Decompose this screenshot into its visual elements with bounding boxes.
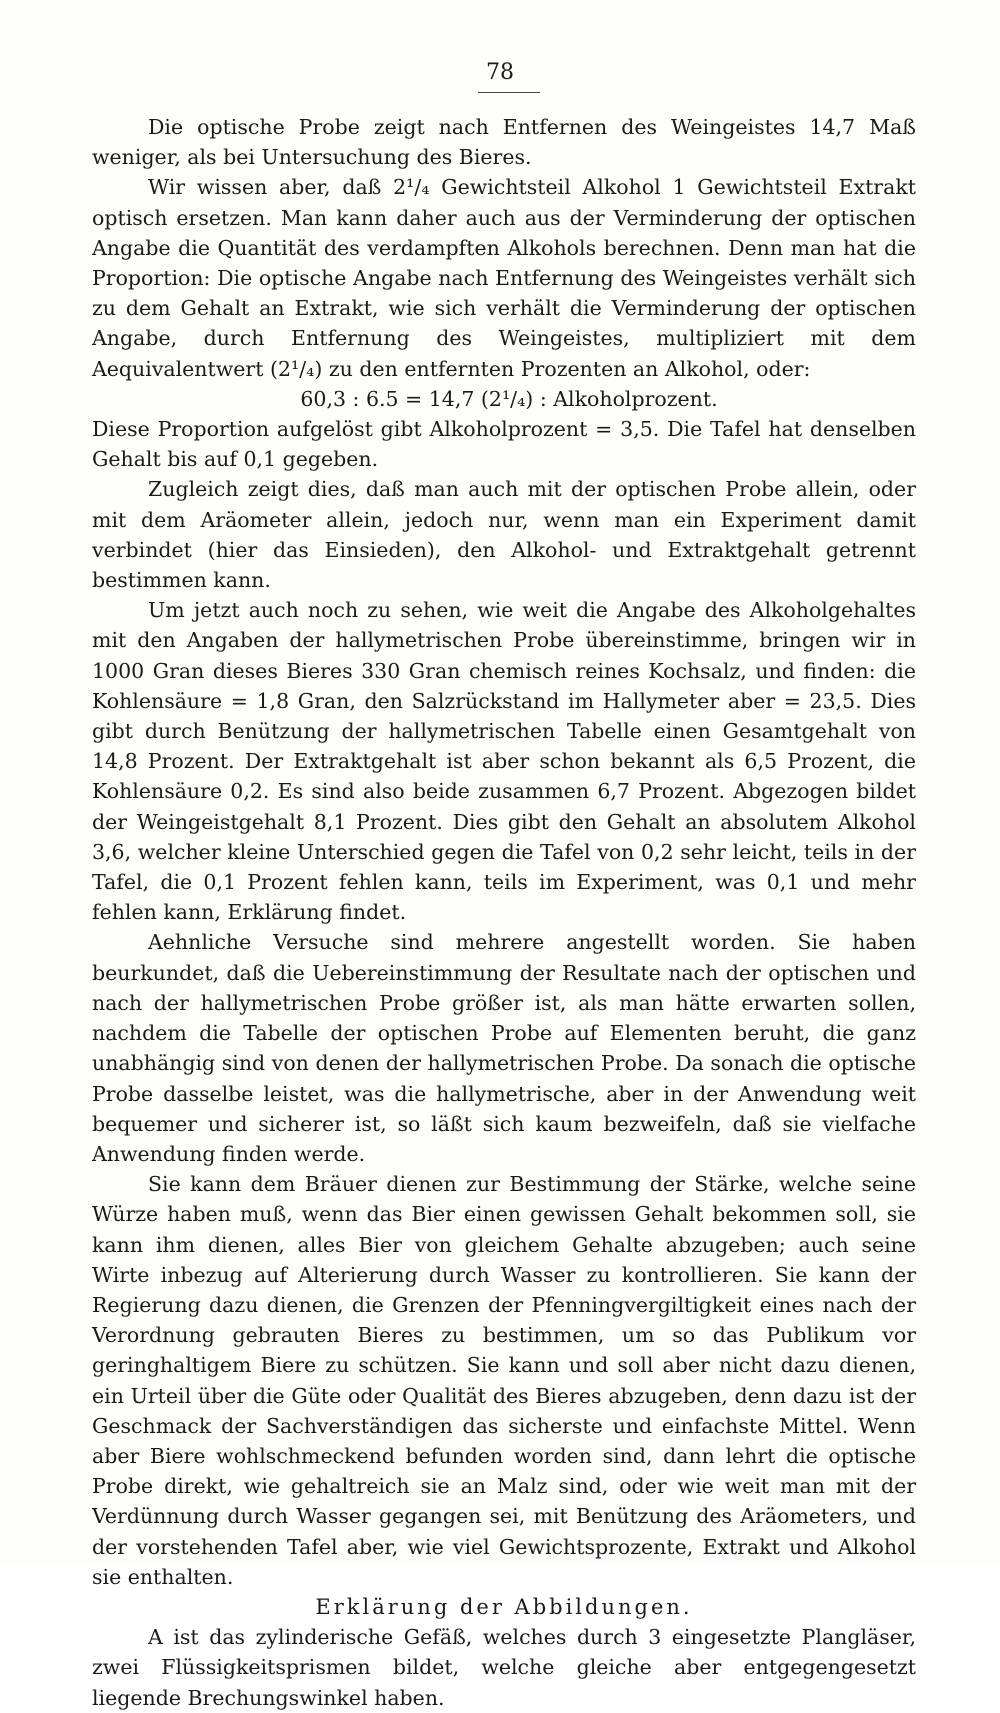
paragraph: Diese Proportion aufgelöst gibt Alkoholprozent = 3,5. Die Tafel hat denselben Gehalt bis auf 0,1 gegeben. — [92, 417, 916, 472]
page-number: 78 — [486, 60, 514, 85]
formula: 60,3 : 6.5 = 14,7 (2¹/₄) : Alkoholprozent. — [300, 386, 718, 411]
paragraph: Aehnliche Versuche sind mehrere angestellt worden. Sie haben beurkundet, daß die Uebereinstimmung der Resultate nach der optischen und nach der hallymetrischen Probe größer ist, als man hätte erwarten sollen, nachdem die Tabelle der optischen Probe auf Elementen beruht, die ganz unabhängig sind von denen der hallymetrischen Probe. Da sonach die optische Probe dasselbe leistet, was die hallymetrische, aber in der Anwendung weit bequemer und sicherer ist, so läßt sich kaum bezweifeln, daß sie vielfache Anwendung finden werde. — [92, 930, 916, 1166]
paragraph: A ist das zylinderische Gefäß, welches durch 3 eingesetzte Plangläser, zwei Flüssigkeitsprismen bildet, welche gleiche aber entgegengesetzt liegende Brechungswinkel haben. — [92, 1625, 916, 1710]
paragraph: Die optische Probe zeigt nach Entfernen des Weingeistes 14,7 Maß weniger, als bei Untersuchung des Bieres. — [92, 115, 916, 170]
paragraph: Um jetzt auch noch zu sehen, wie weit die Angabe des Alkoholgehaltes mit den Angaben der hallymetrischen Probe übereinstimme, bringen wir in 1000 Gran dieses Bieres 330 Gran chemisch reines Kochsalz, und finden: die Kohlensäure = 1,8 Gran, den Salzrückstand im Hallymeter aber = 23,5. Dies gibt durch Benützung der hallymetrischen Tabelle einen Gesamtgehalt von 14,8 Prozent. Der Extraktgehalt ist aber schon bekannt als 6,5 Prozent, die Kohlensäure 0,2. Es sind also beide zusammen 6,7 Prozent. Abgezogen bildet der Weingeistgehalt 8,1 Prozent. Dies gibt den Gehalt an absolutem Alkohol 3,6, welcher kleine Unterschied gegen die Tafel von 0,2 sehr leicht, teils in der Tafel, die 0,1 Prozent fehlen kann, teils im Experiment, was 0,1 und mehr fehlen kann, Erklärung findet. — [92, 598, 916, 925]
section-heading: Erklärung der Abbildungen. — [315, 1594, 693, 1619]
body-text — [92, 112, 916, 1713]
paragraph: Wir wissen aber, daß 2¹/₄ Gewichtsteil Alkohol 1 Gewichtsteil Extrakt optisch ersetzen. Man kann daher auch aus der Verminderung der optischen Angabe die Quantität des verdampften Alkohols berechnen. Denn man hat die Proportion: Die optische Angabe nach Entfernung des Weingeistes verhält sich zu dem Gehalt an Extrakt, wie sich verhält die Verminderung der optischen Angabe, durch Entfernung des Weingeistes, multipliziert mit dem Aequivalentwert (2¹/₄) zu den entfernten Prozenten an Alkohol, oder: — [92, 175, 916, 381]
paragraph: Sie kann dem Bräuer dienen zur Bestimmung der Stärke, welche seine Würze haben muß, wenn das Bier einen gewissen Gehalt bekommen soll, sie kann ihm dienen, alles Bier von gleichem Gehalte abzugeben; auch seine Wirte inbezug auf Alterierung durch Wasser zu kontrollieren. Sie kann der Regierung dazu dienen, die Grenzen der Pfenningvergiltigkeit eines nach der Verordnung gebrauten Bieres zu bestimmen, um so das Publikum vor geringhaltigem Biere zu schützen. Sie kann und soll aber nicht dazu dienen, ein Urteil über die Güte oder Qualität des Bieres abzugeben, denn dazu ist der Geschmack der Sachverständigen das sicherste und einfachste Mittel. Wenn aber Biere wohlschmeckend befunden worden sind, dann lehrt die optische Probe direkt, wie gehaltreich sie an Malz sind, oder wie weit man mit der Verdünnung durch Wasser gegangen sei, mit Benützung des Aräometers, und der vorstehenden Tafel aber, wie viel Gewichtsprozente, Extrakt und Alkohol sie enthalten. — [92, 1172, 916, 1589]
paragraph: Zugleich zeigt dies, daß man auch mit der optischen Probe allein, oder mit dem Aräometer allein, jedoch nur, wenn man ein Experiment damit verbindet (hier das Einsieden), den Alkohol- und Extraktgehalt getrennt bestimmen kann. — [92, 477, 916, 593]
page-number-rule — [478, 92, 540, 93]
